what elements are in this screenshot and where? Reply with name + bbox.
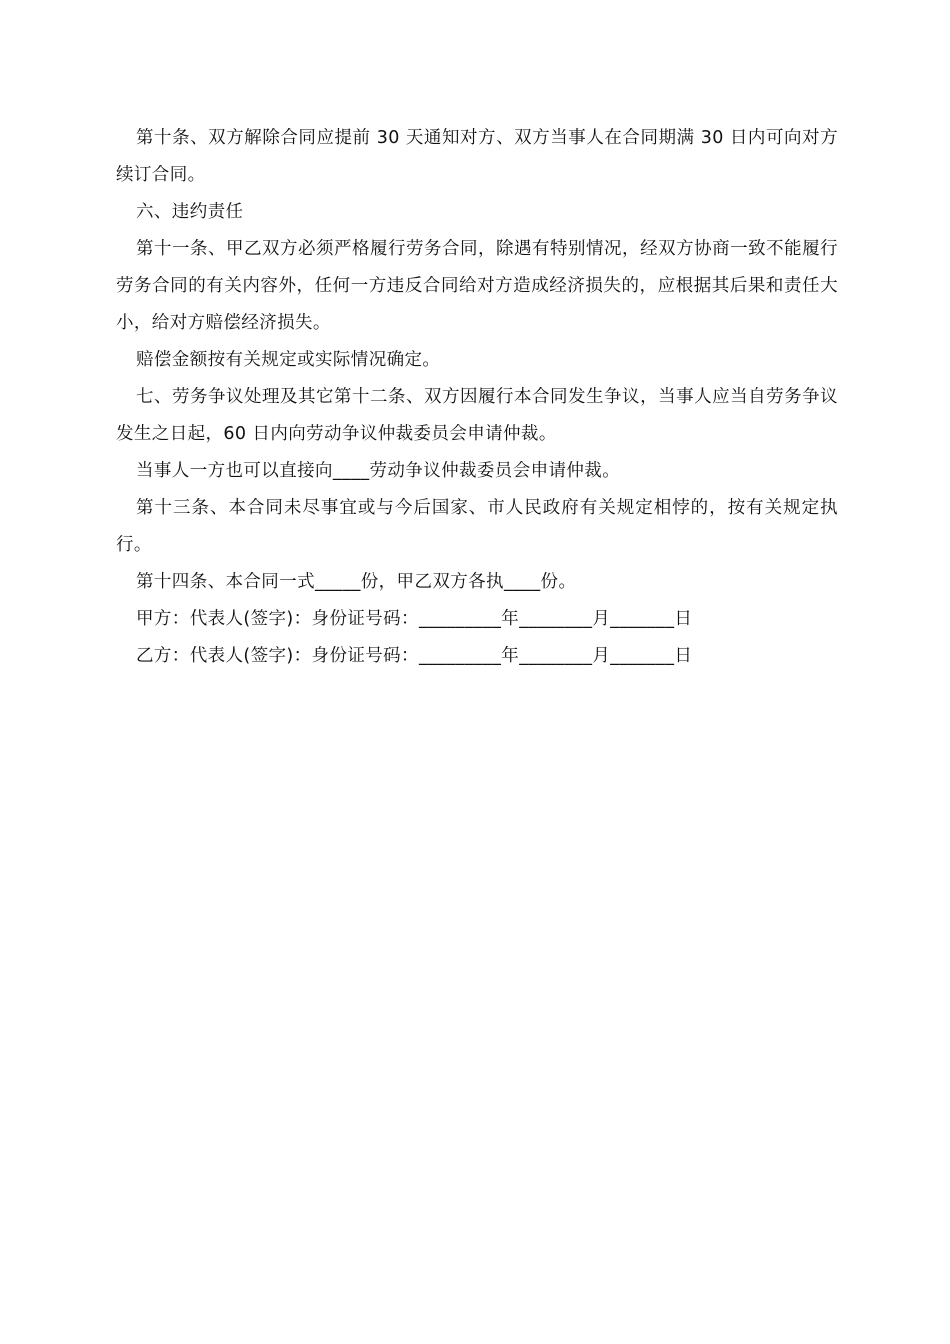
party-b-signature-text: 乙方：代表人(签字)：身份证号码：_________年________月_______日 — [136, 646, 693, 666]
section-7-clause-12-paragraph — [116, 379, 838, 453]
clause-10-text: 第十条、双方解除合同应提前 30 天通知对方、双方当事人在合同期满 30 日内可向对方续订合同。 — [116, 128, 838, 185]
clause-13-text: 第十三条、本合同未尽事宜或与今后国家、市人民政府有关规定相悖的，按有关规定执行。 — [116, 498, 838, 555]
document-page — [116, 120, 838, 675]
party-a-signature-text: 甲方：代表人(签字)：身份证号码：_________年________月_______日 — [136, 609, 693, 629]
clause-11-paragraph — [116, 231, 838, 342]
party-b-signature-line — [116, 638, 838, 675]
clause-11-text: 第十一条、甲乙双方必须严格履行劳务合同，除遇有特别情况，经双方协商一致不能履行劳务合同的有关内容外，任何一方违反合同给对方造成经济损失的，应根据其后果和责任大小，给对方赔偿经济损失。 — [116, 239, 838, 333]
arbitration-paragraph — [116, 453, 838, 490]
compensation-text: 赔偿金额按有关规定或实际情况确定。 — [136, 350, 441, 370]
clause-14-paragraph — [116, 564, 838, 601]
section-6-heading — [116, 194, 838, 231]
section-6-heading-text: 六、违约责任 — [136, 202, 244, 222]
clause-13-paragraph — [116, 490, 838, 564]
compensation-paragraph — [116, 342, 838, 379]
clause-14-text: 第十四条、本合同一式_____份，甲乙双方各执____份。 — [136, 572, 577, 592]
party-a-signature-line — [116, 601, 838, 638]
clause-10-paragraph — [116, 120, 838, 194]
section-7-clause-12-text: 七、劳务争议处理及其它第十二条、双方因履行本合同发生争议，当事人应当自劳务争议发生之日起，60 日内向劳动争议仲裁委员会申请仲裁。 — [116, 387, 838, 444]
arbitration-text: 当事人一方也可以直接向____劳动争议仲裁委员会申请仲裁。 — [136, 461, 621, 481]
